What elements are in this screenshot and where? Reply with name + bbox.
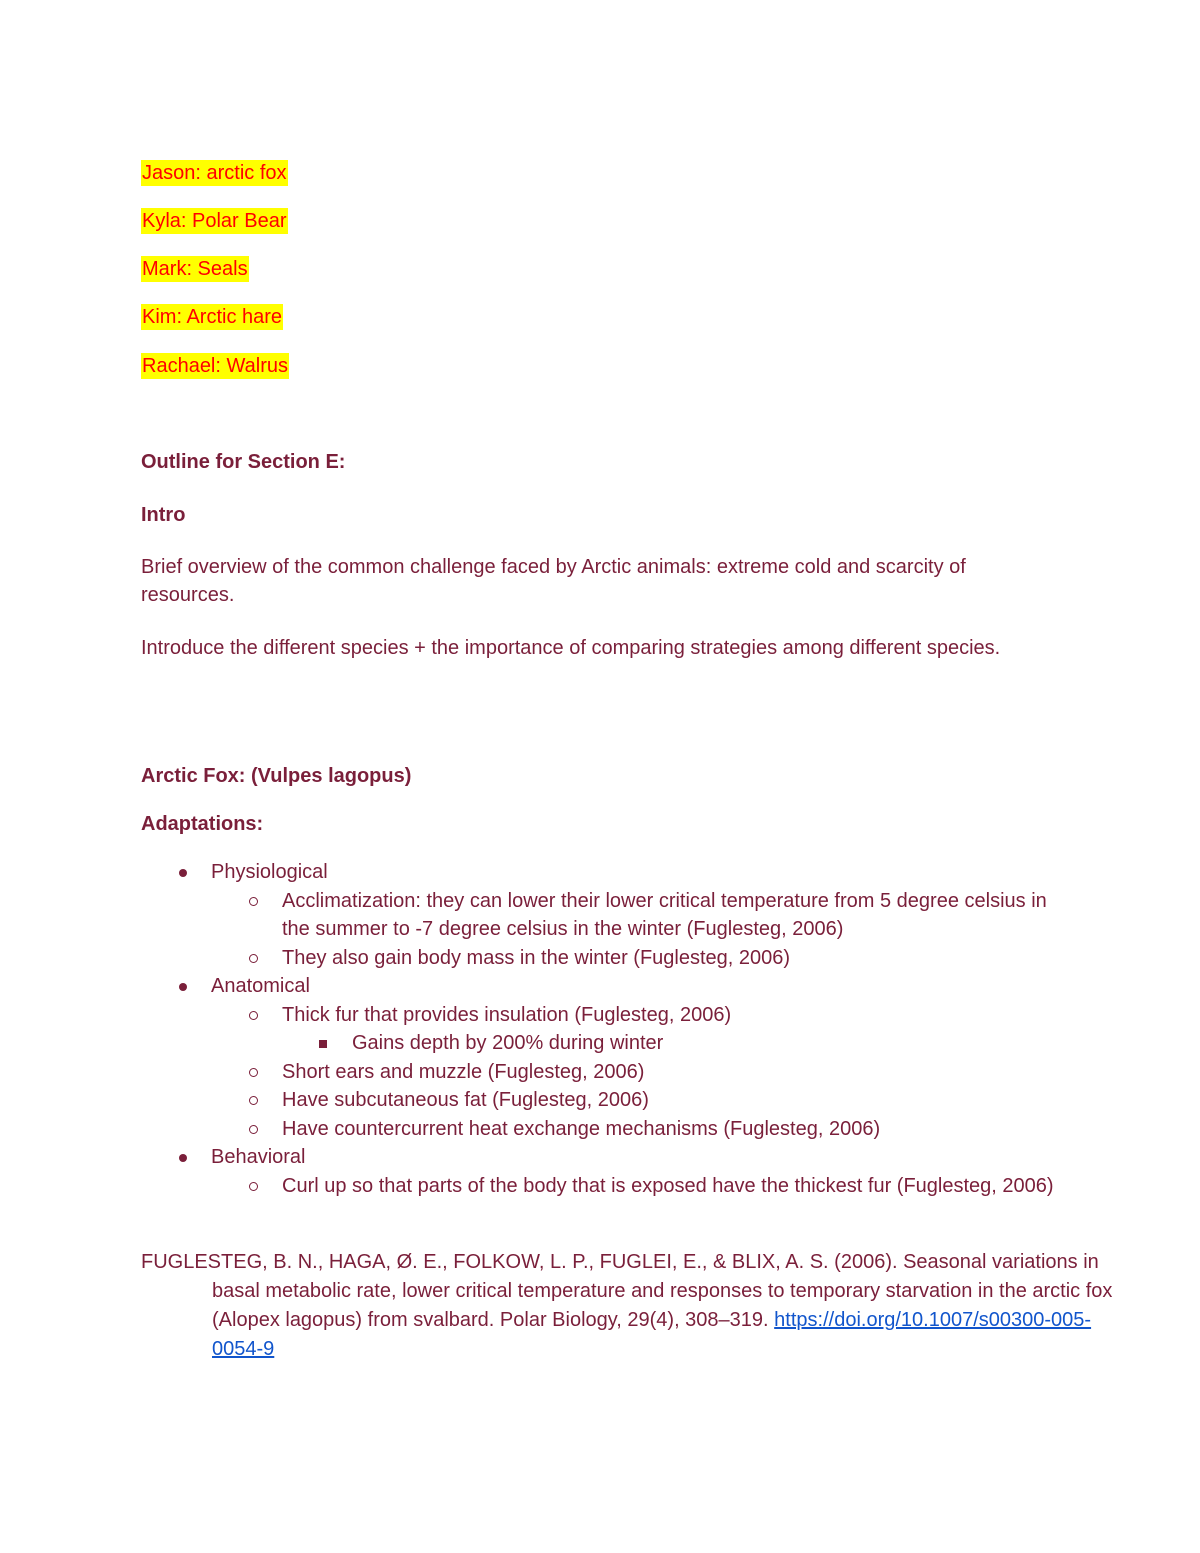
list-item-text: Short ears and muzzle (Fuglesteg, 2006) [282, 1060, 645, 1083]
list-item [141, 1115, 1061, 1144]
list-item-text: Gains depth by 200% during winter [352, 1032, 664, 1054]
bullet-circle-icon [249, 1096, 258, 1105]
species-heading: Arctic Fox: (Vulpes lagopus) [141, 765, 412, 787]
bullet-circle-icon [249, 1068, 258, 1077]
list-item [141, 1029, 1061, 1058]
intro-heading: Intro [141, 504, 186, 526]
assignment-mark: Mark: Seals [142, 258, 248, 280]
doi-link[interactable]: https://doi.org/10.1007/s00300-005-0054-9 [212, 1309, 1092, 1360]
bullet-circle-icon [249, 1011, 258, 1020]
bullet-dot-icon [179, 1154, 187, 1162]
bullet-dot-icon [179, 983, 187, 991]
list-item-label: Behavioral [211, 1146, 306, 1168]
bullet-circle-icon [249, 897, 258, 906]
outline-heading: Outline for Section E: [141, 451, 346, 473]
bullet-dot-icon [179, 869, 187, 877]
bullet-square-icon [319, 1040, 327, 1048]
assignment-kim: Kim: Arctic hare [142, 306, 283, 328]
list-item [141, 944, 1061, 973]
list-item-text: Have subcutaneous fat (Fuglesteg, 2006) [282, 1089, 649, 1111]
list-item-text: They also gain body mass in the winter (Fuglesteg, 2006) [282, 946, 791, 969]
bullet-circle-icon [249, 954, 258, 963]
list-item [141, 887, 1061, 944]
intro-paragraph-2: Introduce the different species + the importance of comparing strategies among different species. [141, 637, 1001, 659]
adaptations-heading: Adaptations: [141, 813, 264, 835]
reference-citation [141, 1248, 1132, 1364]
list-item-text: Have countercurrent heat exchange mechanisms (Fuglesteg, 2006) [282, 1117, 881, 1140]
adaptations-list [141, 858, 1061, 1200]
list-item [141, 1001, 1061, 1030]
list-item-text: Thick fur that provides insulation (Fuglesteg, 2006) [282, 1003, 732, 1026]
assignment-kyla: Kyla: Polar Bear [142, 210, 287, 232]
bullet-circle-icon [249, 1182, 258, 1191]
list-item-text: Curl up so that parts of the body that is exposed have the thickest fur (Fuglesteg, 2006) [282, 1174, 1054, 1197]
bullet-circle-icon [249, 1125, 258, 1134]
list-item-label: Physiological [211, 861, 328, 883]
reference-text: FUGLESTEG, B. N., HAGA, Ø. E., FOLKOW, L. P., FUGLEI, E., & BLIX, A. S. (2006). Seasonal variations in basal metabolic rate, lower critical temperature and responses to temporary starvation in the arctic fox (Alopex lagopus) from svalbard. Polar Biology, 29(4), 308–319. [141, 1251, 1113, 1331]
intro-paragraph-1: Brief overview of the common challenge faced by Arctic animals: extreme cold and scarcity of resources. [141, 556, 966, 606]
assignment-rachael: Rachael: Walrus [142, 355, 288, 377]
list-item [141, 1058, 1061, 1087]
list-item [141, 1086, 1061, 1115]
assignment-jason: Jason: arctic fox [142, 162, 287, 184]
list-item-physiological [141, 858, 1061, 887]
list-item-anatomical [141, 972, 1061, 1001]
list-item [141, 1172, 1061, 1201]
list-item-text: Acclimatization: they can lower their lower critical temperature from 5 degree celsius in the summer to -7 degree celsius in the winter (Fuglesteg, 2006) [282, 889, 1047, 940]
list-item-behavioral [141, 1143, 1061, 1172]
list-item-label: Anatomical [211, 975, 310, 997]
